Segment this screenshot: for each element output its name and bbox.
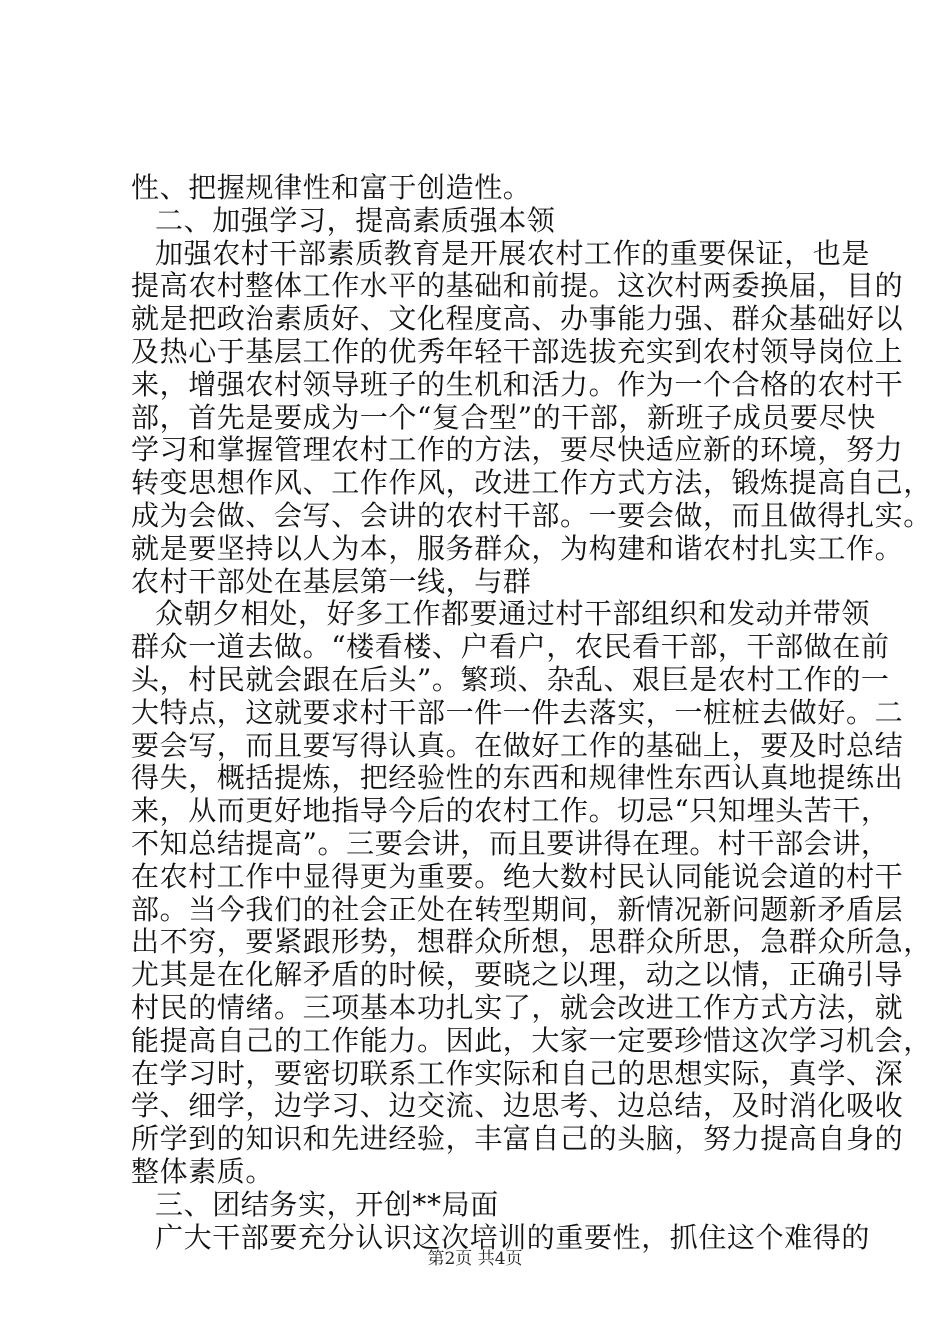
- text-line: 整体素质。: [131, 1154, 275, 1188]
- text-line: 得失，概括提炼，把经验性的东西和规律性东西认真地提练出: [131, 761, 904, 795]
- text-line: 群众一道去做。“楼看楼、户看户，农民看干部，干部做在前: [131, 630, 890, 664]
- text-line: 村民的情绪。三项基本功扎实了，就会改进工作方式方法，就: [131, 990, 904, 1024]
- text-line: 农村干部处在基层第一线，与群: [131, 564, 532, 598]
- text-line: 大特点，这就要求村干部一件一件去落实，一桩桩去做好。二: [131, 695, 904, 729]
- text-line: 性、把握规律性和富于创造性。: [131, 171, 532, 204]
- text-line: 部。当今我们的社会正处在转型期间，新情况新问题新矛盾层: [131, 892, 904, 926]
- text-line: 能提高自己的工作能力。因此，大家一定要珍惜这次学习机会，: [131, 1023, 932, 1057]
- text-line: 所学到的知识和先进经验，丰富自己的头脑，努力提高自身的: [131, 1122, 904, 1156]
- text-line: 学习和掌握管理农村工作的方法，要尽快适应新的环境，努力: [131, 433, 904, 467]
- text-line: 头，村民就会跟在后头”。繁琐、杂乱、艰巨是农村工作的一: [131, 662, 890, 696]
- text-line: 提高农村整体工作水平的基础和前提。这次村两委换届，目的: [131, 269, 904, 303]
- text-line: 加强农村干部素质教育是开展农村工作的重要保证，也是: [155, 236, 871, 270]
- text-line: 及热心于基层工作的优秀年轻干部选拔充实到农村领导岗位上: [131, 334, 904, 368]
- text-line: 众朝夕相处，好多工作都要通过村干部组织和发动并带领: [155, 597, 871, 631]
- text-line: 学、细学，边学习、边交流、边思考、边总结，及时消化吸收: [131, 1089, 904, 1123]
- document-body: [131, 171, 932, 1254]
- page-footer: 第2页 共4页: [427, 1249, 523, 1269]
- text-line: 广大干部要充分认识这次培训的重要性，抓住这个难得的: [155, 1220, 871, 1254]
- text-line: 二、加强学习，提高素质强本领: [155, 203, 556, 237]
- text-line: 成为会做、会写、会讲的农村干部。一要会做，而且做得扎实。: [131, 498, 932, 532]
- text-line: 在农村工作中显得更为重要。绝大数村民认同能说会道的村干: [131, 859, 904, 893]
- text-line: 就是把政治素质好、文化程度高、办事能力强、群众基础好以: [131, 302, 904, 336]
- text-line: 出不穷，要紧跟形势，想群众所想，思群众所思，急群众所急，: [131, 925, 932, 959]
- text-line: 三、团结务实，开创**局面: [155, 1187, 499, 1221]
- text-line: 转变思想作风、工作作风，改进工作方式方法，锻炼提高自己，: [131, 466, 932, 500]
- text-line: 来，增强农村领导班子的生机和活力。作为一个合格的农村干: [131, 367, 904, 401]
- text-line: 来，从而更好地指导今后的农村工作。切忌“只知埋头苦干，: [131, 794, 890, 828]
- text-line: 部，首先是要成为一个“复合型”的干部，新班子成员要尽快: [131, 400, 876, 434]
- text-line: 不知总结提高”。三要会讲，而且要讲得在理。村干部会讲，: [131, 826, 890, 860]
- text-line: 在学习时，要密切联系工作实际和自己的思想实际，真学、深: [131, 1056, 904, 1090]
- text-line: 要会写，而且要写得认真。在做好工作的基础上，要及时总结: [131, 728, 904, 762]
- text-line: 尤其是在化解矛盾的时候，要晓之以理，动之以情，正确引导: [131, 958, 904, 992]
- text-line: 就是要坚持以人为本，服务群众，为构建和谐农村扎实工作。: [131, 531, 904, 565]
